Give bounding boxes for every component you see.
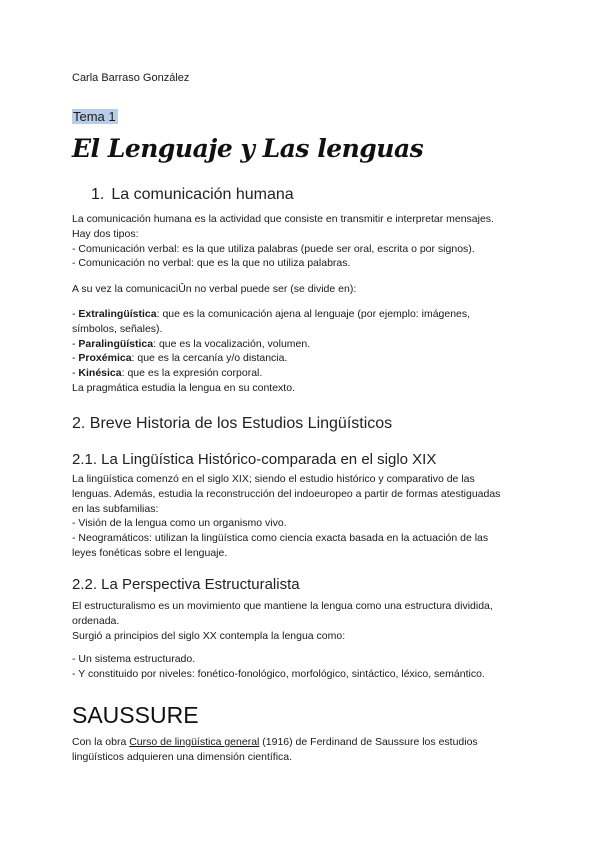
paragraph-line: La lingüística comenzó en el siglo XIX; siendo el estudio histórico y comparativo de las [72,473,475,485]
section-1-intro [72,212,534,271]
list-item: - Y constituido por niveles: fonético-fonológico, morfológico, sintáctico, léxico, semántico. [72,667,485,680]
paragraph-line: lingüísticos adquieren una dimensión científica. [72,750,293,763]
section-1-number: 1. [91,186,105,203]
paragraph-line: - Visión de la lengua como un organismo vivo. [72,517,287,530]
paragraph-line: Hay dos tipos: [72,227,139,240]
list-item: - Proxémica: que es la cercanía y/o distancia. [72,352,288,365]
paragraph-line: - Comunicación verbal: es la que utiliza palabras (puede ser oral, escrita o por signos). [72,242,475,255]
author-name: Carla Barraso González [72,72,190,84]
list-item: - Paralingüística: que es la vocalización, volumen. [72,337,311,350]
section-1-heading [91,186,294,204]
tema-label: Tema 1 [73,109,116,124]
paragraph-line: - Comunicación no verbal: que es la que no utiliza palabras. [72,257,351,270]
list-item-continuation: símbolos, señales). [72,322,163,335]
paragraph-line: La pragmática estudia la lengua en su contexto. [72,381,295,394]
paragraph-line: ordenada. [72,614,120,627]
section-2-1-body [72,472,534,561]
term-extralinguistica: Extralingüística [78,308,157,320]
term-proxemica: Proxémica [78,352,132,365]
section-1-title: La comunicación humana [111,186,294,203]
book-title: Curso de lingüística general [129,736,260,748]
term-kinesica: Kinésica [78,367,122,380]
paragraph-line: en las subfamilias: [72,502,159,515]
paragraph-line: leyes fonéticas sobre el lenguaje. [72,546,228,559]
paragraph-line: La comunicación humana es la actividad que consiste en transmitir e interpretar mensajes. [72,213,494,225]
section-2-heading: 2. Breve Historia de los Estudios Lingüísticos [72,415,393,432]
structure-list [72,652,534,682]
list-item: - Un sistema estructurado. [72,653,196,665]
paragraph-line: Surgió a principios del siglo XX contempla la lengua como: [72,629,346,642]
nonverbal-list [72,307,534,396]
saussure-heading: SAUSSURE [72,702,199,728]
section-2-2-heading: 2.2. La Perspectiva Estructuralista [72,576,300,593]
list-item: - Extralingüística: que es la comunicación ajena al lenguaje (por ejemplo: imágenes, [72,308,471,320]
paragraph-line: Con la obra Curso de lingüística general (1916) de Ferdinand de Saussure los estudios [72,736,478,748]
saussure-body [72,735,534,765]
paragraph-line: El estructuralismo es un movimiento que mantiene la lengua como una estructura dividida, [72,600,493,612]
nonverbal-intro: A su vez la comunicaciÛn no verbal puede ser (se divide en): [72,283,357,295]
section-2-2-body [72,599,534,643]
paragraph-line: lenguas. Además, estudia la reconstrucción del indoeuropeo a partir de formas atestiguadas [72,487,501,500]
section-2-1-heading: 2.1. La Lingüística Histórico-comparada en el siglo XIX [72,451,437,468]
term-paralinguistica: Paralingüística [78,337,154,350]
paragraph-line: - Neogramáticos: utilizan la lingüística como ciencia exacta basada en la actuación de las [72,532,489,545]
page-title: El Lenguaje y Las lenguas [72,134,424,163]
list-item: - Kinésica: que es la expresión corporal. [72,367,263,380]
